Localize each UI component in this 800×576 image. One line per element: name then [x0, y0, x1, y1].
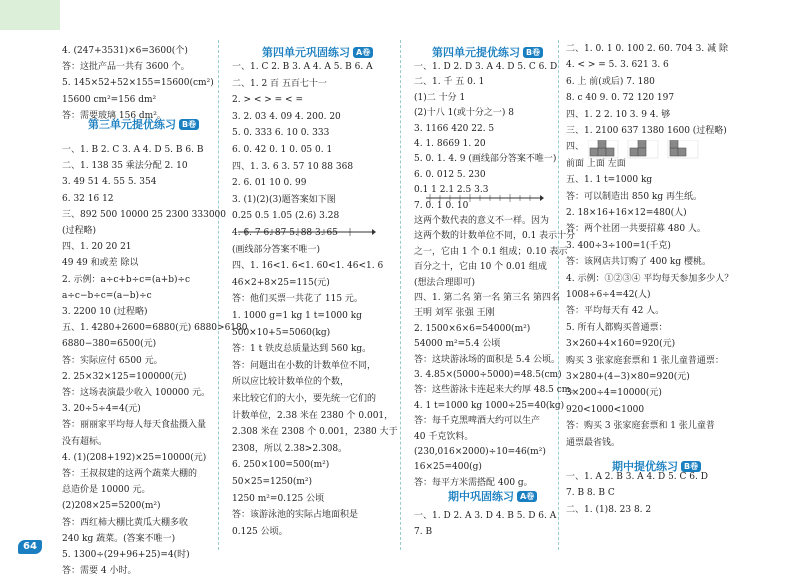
section-title-text: 期中巩固练习 [448, 490, 514, 503]
answer-line: 一、1. C 2. B 3. A 4. A 5. B 6. A [232, 62, 373, 72]
answer-line: 购买 3 张家庭套票和 1 张儿童普通票： [566, 355, 724, 366]
answer-line: 这两个数的计数单位不同，0.1 表示十分 [414, 231, 576, 242]
answer-line: 5. 0. 333 6. 10 0. 333 [232, 128, 330, 139]
answer-line: 3. 4.85×(5000÷5000)=48.5(cm) [414, 370, 562, 380]
answer-line: (2)十八 1(或十分之一) 8 [414, 108, 514, 119]
answer-line: 四、1. 16<1. 6<1. 60<1. 46<1. 6 [232, 261, 384, 272]
answer-line: 答：西红柿大棚比黄瓜大棚多收 [62, 517, 189, 528]
answer-line: (2)208×25=5200(m²) [62, 501, 161, 512]
answer-line: 答：该游泳池的实际占地面积是 [232, 510, 359, 521]
answer-line: 答：可以制造出 850 kg 再生纸。 [566, 191, 702, 202]
answer-line: 6. 32 16 12 [62, 193, 114, 204]
answer-line: 2. 6. 01 10 0. 99 [232, 178, 307, 189]
answer-line: 百分之十，它由 10 个 0.01 组成 [414, 262, 547, 273]
answer-line: 3. 1166 420 22. 5 [414, 123, 495, 134]
answer-line: 一、1. D 2. D 3. A 4. D 5. C 6. D [414, 62, 558, 72]
answer-line: 6880−380=6500(元) [62, 339, 157, 350]
answer-line: 答：每千克黑啤酒大约可以生产 [414, 416, 541, 427]
answer-line: 四、1. 20 20 21 [62, 242, 132, 253]
answer-line: 1250 m²=0.125 公顷 [232, 493, 325, 504]
answer-line: 答：实际应付 6500 元。 [62, 355, 163, 366]
answer-line: 500×10+5=5060(kg) [232, 327, 331, 338]
answer-line: 2. > < > = < = [232, 95, 303, 106]
answer-line: 二、1. 138 35 乘法分配 2. 10 [62, 161, 188, 172]
answer-line: 二、1. 0. 1 0. 100 2. 60. 704 3. 减 除 [566, 44, 728, 54]
answer-line: 7. B 8. B C [566, 488, 615, 499]
difficulty-badge: B卷 [681, 461, 701, 472]
answer-line: 50×25=1250(m²) [232, 477, 313, 487]
answer-line: 4. (1)(208+192)×25=10000(元) [62, 452, 207, 463]
answer-line: 40 千克饮料。 [414, 431, 474, 442]
answer-line: 54000 m²=5.4 公顷 [414, 339, 501, 350]
answer-line: 3. 49 51 4. 55 5. 354 [62, 177, 157, 188]
answer-line: 答：需要 4 小时。 [62, 566, 137, 576]
page-number: 64 [18, 540, 42, 554]
answer-line: 四、1. 第二名 第一名 第三名 第四名 [414, 293, 561, 303]
section-title [88, 116, 199, 132]
answer-line: (画线部分答案不唯一) [232, 244, 321, 255]
answer-line: 6. 上 前(或后) 7. 180 [566, 76, 655, 87]
answer-line: 王明 刘军 张强 王刚 [414, 308, 495, 319]
section-title [612, 458, 701, 474]
answer-line: (过程略) [62, 226, 97, 236]
answer-line: (230,016×2000)÷10=46(m²) [414, 447, 546, 457]
answer-line: a÷c−b÷c=(a−b)÷c [62, 290, 152, 301]
answer-line: 没有超标。 [62, 436, 108, 447]
corner-decoration [0, 0, 60, 30]
answer-line: 之一，它由 1 个 0.1 组成；0.10 表示 [414, 246, 568, 257]
answer-line: 3. (1)(2)(3)题答案如下图 [232, 194, 336, 205]
answer-line: 3×260+4×160=920(元) [566, 339, 676, 350]
answer-line: 0.1 1 2.1 2.5 3.3 [414, 185, 489, 196]
answer-line: 答：这块游泳场的面积是 5.4 公顷。 [414, 354, 561, 365]
answer-line: 答：1 t 铁皮总质量达到 560 kg。 [232, 344, 372, 355]
answer-line: 46×2+8×25=115(元) [232, 277, 330, 288]
answer-line: 1. 1000 g=1 kg 1 t=1000 kg [232, 311, 362, 321]
answer-line: 0.25 0.5 1.05 (2.6) 3.28 [232, 211, 340, 222]
section-title [262, 44, 373, 60]
answer-line: 4. (247+3531)×6=3600(个) [62, 46, 188, 56]
answer-line: 总造价是 10000 元。 [62, 485, 151, 496]
answer-line: 8. c 40 9. 0. 72 120 197 [566, 93, 675, 104]
answer-line: 五、1. 1 t=1000 kg [566, 175, 653, 186]
answer-line: 答：购买 3 张家庭套票和 1 张儿童普 [566, 421, 715, 432]
difficulty-badge: B卷 [523, 47, 543, 58]
answer-line: 答：这场表演最少收入 100000 元。 [62, 388, 211, 398]
answer-line: 5. 所有人都购买普通票： [566, 322, 668, 333]
column-divider [400, 40, 401, 550]
answer-line: 5. 145×52+52×155=15600(cm²) [62, 78, 214, 89]
column-divider [218, 40, 219, 550]
answer-line: 五、1. 4280+2600=6880(元) 6880>6180 [62, 323, 248, 334]
answer-line: (1)二 十分 1 [414, 92, 466, 103]
answer-line: 答：该网店共订购了 400 kg 樱桃。 [566, 257, 711, 268]
answer-line: 6. 250×100=500(m²) [232, 460, 330, 471]
answer-line: 1008÷6÷4=42(人) [566, 290, 651, 300]
answer-line: 所以应比较计数单位的个数， [232, 377, 350, 388]
answer-line: 2. 1500×6×6=54000(m²) [414, 323, 531, 334]
answer-line: 3×200÷4=10000(元) [566, 388, 662, 399]
answer-line: 5. 1300÷(29+96+25)=4(时) [62, 550, 190, 560]
difficulty-badge: A卷 [353, 47, 373, 58]
answer-line: 答：平均每天有 42 人。 [566, 306, 665, 317]
answer-line: 一、1. A 2. B 3. A 4. D 5. C 6. D [566, 472, 708, 482]
answer-line: 3. 20÷5÷4=4(元) [62, 404, 141, 415]
answer-line: 4. 示例：①②③④ 平均每天参加多少人？ [566, 273, 734, 284]
answer-line: 答：每平方米需搭配 400 g。 [414, 477, 533, 488]
answer-line: 7. B [414, 526, 433, 537]
answer-line: 16×25=400(g) [414, 462, 482, 473]
answer-line: 3. 2200 10 (过程略) [62, 307, 148, 317]
section-title [432, 44, 543, 60]
answer-line: 5. 0. 1. 4. 9 (画线部分答案不唯一) [414, 154, 557, 165]
section-title-text: 第四单元提优练习 [432, 46, 520, 59]
answer-line: 答：丽丽家平均每人每天食盐摄入量 [62, 420, 207, 431]
answer-line: 一、1. D 2. A 3. D 4. B 5. D 6. A [414, 511, 557, 522]
section-title-text: 期中提优练习 [612, 460, 678, 473]
answer-line: 答：他们买票一共花了 115 元。 [232, 294, 363, 305]
answer-line: 6. 0. 012 5. 230 [414, 169, 486, 180]
answer-line: 三、1. 2100 637 1380 1600 (过程略) [566, 126, 727, 136]
answer-line: 这两个数代表的意义不一样。因为 [414, 216, 550, 226]
difficulty-badge: A卷 [517, 491, 537, 502]
answer-line: 四、 [566, 142, 585, 153]
section-title-text: 第三单元提优练习 [88, 118, 176, 131]
answer-line: 三、892 500 10000 25 2300 333000 [62, 209, 227, 220]
answer-line: 3×280+(4−3)×80=920(元) [566, 372, 690, 382]
answer-line: 240 kg 蔬菜。(答案不唯一) [62, 533, 176, 544]
answer-line: (想法合理即可) [414, 277, 476, 288]
answer-line: 4. < > = 5. 3. 621 3. 6 [566, 60, 669, 71]
answer-line: 答：这些游泳卡连起来大约厚 48.5 cm。 [414, 385, 580, 396]
answer-line: 7. 0. 1 0. 10 [414, 200, 469, 211]
answer-line: 前面 上面 左面 [566, 158, 626, 169]
answer-line: 920<1000<1000 [566, 404, 645, 415]
answer-line: 通票最省钱。 [566, 437, 621, 448]
answer-line: 3. 2. 03 4. 09 4. 200. 20 [232, 111, 341, 122]
answer-line: 49 49 和或差 除以 [62, 258, 139, 269]
answer-line: 6. 0. 42 0. 1 0. 05 0. 1 [232, 145, 333, 155]
section-title-text: 第四单元巩固练习 [262, 46, 350, 59]
answer-line: 0.125 公顷。 [232, 526, 288, 537]
answer-line: 3. 400÷3÷100=1(千克) [566, 240, 671, 251]
answer-line: 2. 18×16+16×12=480(人) [566, 208, 687, 218]
answer-line: 一、1. B 2. C 3. A 4. D 5. B 6. B [62, 145, 204, 155]
answer-line: 15600 cm²=156 dm² [62, 94, 157, 105]
answer-line: 四、1. 3. 6 3. 57 10 88 368 [232, 161, 354, 172]
answer-line: 四、1. 2 2. 10 3. 9 4. 够 [566, 109, 671, 120]
answer-line: 答：问题出在小数的计数单位不同， [232, 360, 377, 371]
answer-line: 答：需要玻璃 156 dm²。 [62, 110, 166, 121]
answer-line: 2.308 米在 2308 个 0.001，2380 大于 [232, 427, 398, 438]
answer-line: 答：两个社团一共要招募 480 人。 [566, 224, 706, 235]
answer-line: 二、1. 千 五 0. 1 [414, 77, 485, 88]
answer-line: 4. 1 t=1000 kg 1000÷25=40(kg) [414, 400, 565, 411]
answer-line: 答：这批产品一共有 3600 个。 [62, 62, 190, 73]
answer-line: 2. 25×32×125=100000(元) [62, 371, 187, 382]
answer-line: 2308，所以 2.38>2.308。 [232, 443, 348, 454]
answer-line: 2. 示例：a÷c+b÷c=(a+b)÷c [62, 274, 191, 285]
answer-line: 4. 6. 7 6. 87 5. 88 3. 65 [232, 228, 338, 238]
answer-line: 二、1. 2 百 五百七十一 [232, 78, 327, 89]
difficulty-badge: B卷 [179, 119, 199, 130]
section-title [448, 488, 537, 504]
answer-line: 计数单位，2.38 米在 2380 个 0.001， [232, 410, 394, 421]
answer-line: 二、1. (1)8. 23 8. 2 [566, 504, 652, 515]
answer-line: 4. 1. 8669 1. 20 [414, 139, 486, 149]
answer-line: 答：王叔叔建的这两个蔬菜大棚的 [62, 469, 198, 479]
answer-line: 来比较它们的大小，要先统一它们的 [232, 394, 377, 404]
